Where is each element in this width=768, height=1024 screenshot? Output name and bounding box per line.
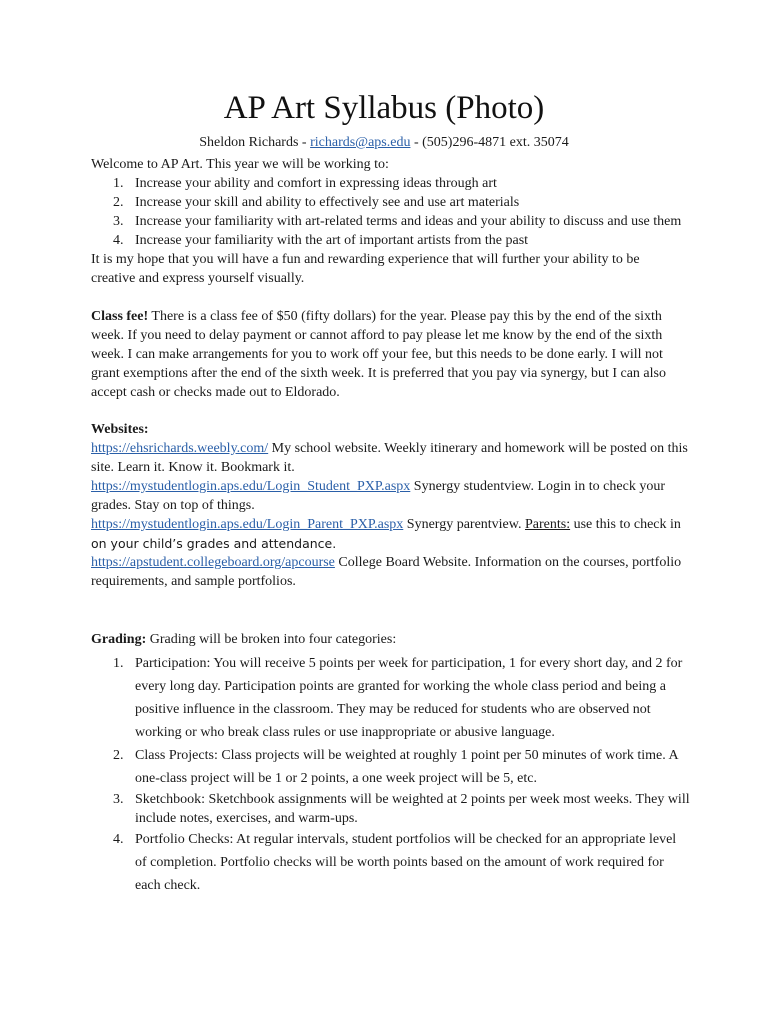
list-item	[91, 790, 691, 828]
website-description: Synergy parentview.	[403, 517, 525, 532]
list-item-text: Sketchbook: Sketchbook assignments will be weighted at 2 points per week most weeks. They will include notes, exercises, and warm-ups.	[135, 792, 690, 826]
website-description: My school website. Weekly itinerary and homework will be posted on this site. Learn it. Know it. Bookmark it.	[91, 441, 688, 475]
instructor-byline	[0, 133, 768, 152]
grading-text: Grading will be broken into four categories:	[146, 632, 397, 647]
list-number: 3.	[113, 214, 124, 229]
website-item	[91, 477, 691, 515]
grading-label: Grading:	[91, 632, 147, 647]
website-description: College Board Website. Information on the courses, portfolio requirements, and sample portfolios.	[91, 555, 682, 589]
welcome-text: Welcome to AP Art. This year we will be working to:	[91, 157, 389, 172]
list-number: 2.	[113, 195, 124, 210]
website-item	[91, 515, 691, 553]
list-number: 2.	[113, 748, 124, 763]
instructor-phone: - (505)296-4871 ext. 35074	[410, 135, 569, 150]
list-item-text: Portfolio Checks: At regular intervals, student portfolios will be checked for an appropriate level of completion. Portfolio checks will be worth points based on the amount of work required for each check.	[135, 832, 677, 893]
list-number: 4.	[113, 832, 124, 847]
list-item	[91, 744, 691, 790]
parents-label: Parents:	[524, 517, 571, 532]
website-description: use this to check in	[570, 517, 681, 532]
list-item	[91, 174, 691, 193]
list-item-text: Increase your ability and comfort in expressing ideas through art	[135, 176, 497, 191]
list-item-text: Increase your familiarity with art-related terms and ideas and your ability to discuss and use them	[135, 214, 682, 229]
websites-section	[91, 420, 691, 591]
website-link[interactable]: https://apstudent.collegeboard.org/apcourse	[91, 555, 335, 570]
goals-list	[91, 174, 691, 250]
hope-paragraph: It is my hope that you will have a fun and rewarding experience that will further your ability to be creative and express yourself visually.	[91, 252, 640, 286]
website-link[interactable]: https://mystudentlogin.aps.edu/Login_Parent_PXP.aspx	[91, 517, 404, 532]
class-fee-paragraph	[91, 307, 691, 402]
list-item	[91, 212, 691, 231]
list-item-text: Class Projects: Class projects will be weighted at roughly 1 point per 50 minutes of work time. A one-class project will be 1 or 2 points, a one week project will be 5, etc.	[135, 748, 678, 786]
website-description: Synergy studentview. Login in to check your grades. Stay on top of things.	[91, 479, 665, 513]
list-item	[91, 828, 691, 897]
list-item-text: Increase your familiarity with the art of important artists from the past	[135, 233, 529, 248]
class-fee-label: Class fee!	[91, 309, 149, 324]
instructor-name: Sheldon Richards -	[199, 135, 311, 150]
list-number: 4.	[113, 233, 124, 248]
list-item-text: Participation: You will receive 5 points per week for participation, 1 for every short day, and 2 for every long day. Participation points are granted for working the whole class period and being a positive influence in the classroom. They may be reduced for students who are observed not working or who break class rules or use inappropriate or abusive language.	[135, 656, 683, 740]
list-number: 1.	[113, 656, 124, 671]
website-link[interactable]: https://ehsrichards.weebly.com/	[91, 441, 269, 456]
website-item	[91, 553, 691, 591]
website-link[interactable]: https://mystudentlogin.aps.edu/Login_Student_PXP.aspx	[91, 479, 411, 494]
list-number: 1.	[113, 176, 124, 191]
website-item	[91, 439, 691, 477]
list-item	[91, 652, 691, 744]
grading-intro	[91, 630, 691, 649]
list-item	[91, 231, 691, 250]
instructor-email-link[interactable]: richards@aps.edu	[310, 135, 411, 150]
list-number: 3.	[113, 792, 124, 807]
list-item-text: Increase your skill and ability to effectively see and use art materials	[135, 195, 520, 210]
website-description-continued: on your child’s grades and attendance.	[91, 536, 337, 551]
page-title: AP Art Syllabus (Photo)	[223, 90, 545, 126]
class-fee-text: There is a class fee of $50 (fifty dollars) for the year. Please pay this by the end of the sixth week. If you need to delay payment or cannot afford to pay please let me know by the end of the sixth week. I can make arrangements for you to work off your fee, but this needs to be done early. I will not grant exemptions after the end of the sixth week. It is preferred that you pay via synergy, but I can also accept cash or checks made out to Eldorado.	[91, 309, 666, 400]
grading-list	[91, 652, 691, 897]
list-item	[91, 193, 691, 212]
websites-heading: Websites:	[91, 422, 149, 437]
